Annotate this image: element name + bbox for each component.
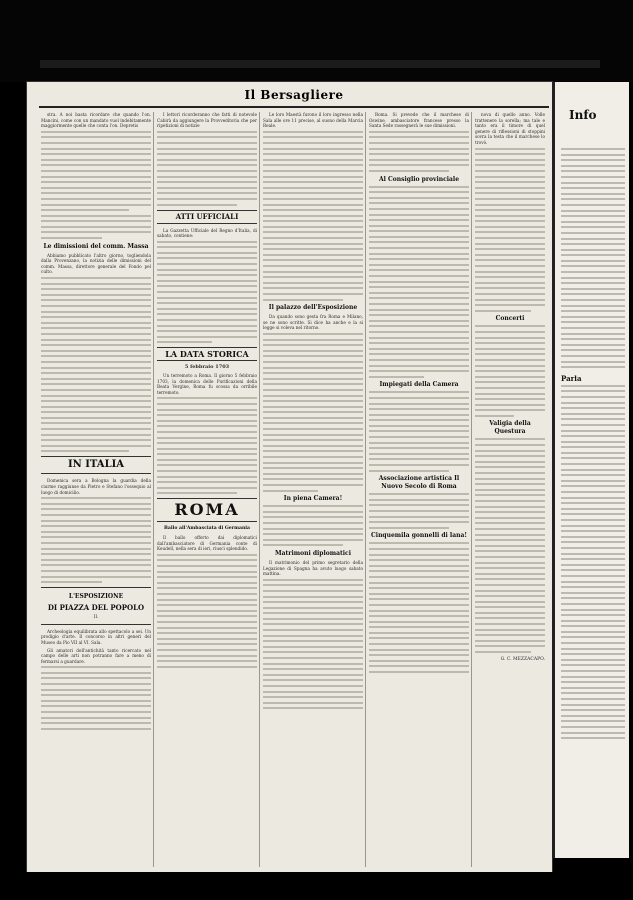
article-summary: Archeologia equilibrata allo spettacolo a sei. Un prodigio d'arte. Il concorso in altri generi del Museo da Pio VII al VI. Sala.	[41, 628, 151, 645]
section-title: Al Consiglio provinciale	[378, 175, 460, 183]
adjacent-page-text	[561, 146, 625, 743]
text-lines	[263, 579, 363, 710]
adjacent-page	[552, 82, 629, 858]
column-3	[263, 112, 363, 867]
text-lines	[263, 333, 363, 492]
section-title: Le dimissioni del comm. Massa	[43, 242, 149, 250]
exhibition-title-line-2: DI PIAZZA DEL POPOLO	[47, 603, 145, 613]
article-text: I lettori ricorderanno che fatti di notevole Cabirà da aggiungere la Provveditoria che per ripetizioni di notizie	[157, 112, 257, 129]
text-lines	[369, 391, 469, 471]
section-title: Associazione artistica Il Nuovo Secolo di Roma	[378, 475, 460, 491]
section-title: Matrimoni diplomatici	[275, 549, 351, 557]
section-title: Il palazzo dell'Esposizione	[268, 304, 358, 312]
column-rule	[471, 112, 472, 867]
text-lines	[475, 148, 545, 312]
section-subtitle: Ballo all'Ambasciata di Germania	[163, 526, 251, 532]
section-title: Impiegati della Camera	[379, 381, 459, 389]
article-text: nova di quello anno. Volle trattenere la sorella; ma tale e tanto era il timore di quel genere di riflessioni di stoppini sovra la testa che il marchese lo trovò.	[475, 112, 545, 145]
article-text: Domenica sera a Bologna la guardia della ciurme raggiunse da Pietro e Stefano l'ossequio al luogo di domicilio.	[41, 478, 151, 495]
column-5	[475, 112, 545, 867]
top-background	[0, 0, 633, 82]
article-text: Abbiamo pubblicato l'altro giorno, togliendola dalla Provenzano, la notizia delle dimissioni del comm. Massa, direttore generale del Fondo pel culto.	[41, 252, 151, 275]
text-lines	[369, 186, 469, 378]
text-lines	[157, 397, 257, 494]
article-text: Da quando sono gesta fra Roma e Milano, se ne sono scritte. Si dice ha anche e la si legge si voleva nel ritorno.	[263, 314, 363, 331]
section-title: Concerti	[495, 315, 525, 323]
text-lines	[157, 241, 257, 344]
section-title: ATTI UFFICIALI	[157, 210, 257, 224]
newspaper-page	[27, 82, 552, 872]
author-signature: G. C. MEZZACAPO.	[500, 657, 545, 663]
section-title: ROMA	[157, 498, 257, 522]
text-lines	[369, 542, 469, 673]
exhibition-title-line-1: L'ESPOSIZIONE	[68, 593, 124, 601]
column-rule	[259, 112, 260, 867]
column-rule	[153, 112, 154, 867]
article-text: Un terremoto a Roma. Il giorno 5 febbraio 1703, la domenica delle Purificazioni della Beata Vergine, Roma fu scossa da orribile terremoto.	[157, 372, 257, 395]
section-title: LA DATA STORICA	[157, 347, 257, 361]
section-title: Cinquemila gonnelli di lana!	[371, 532, 467, 540]
text-lines	[263, 505, 363, 546]
column-1	[41, 112, 151, 867]
text-lines	[41, 497, 151, 583]
text-lines	[369, 493, 469, 529]
text-lines	[41, 666, 151, 730]
text-lines	[561, 148, 625, 368]
adjacent-section-title: Parla	[561, 374, 582, 384]
column-4	[369, 112, 469, 867]
bottom-background	[0, 872, 633, 900]
text-lines	[561, 385, 625, 739]
article-text: Le loro Maestà furono il loro ingresso nella Sala alle ore 11 precise, al suono della Marcia Reale.	[263, 112, 363, 129]
section-title: In piena Camera!	[283, 495, 343, 503]
section-title: IN ITALIA	[41, 456, 151, 474]
column-2	[157, 112, 257, 867]
article-text: stra. A noi basta ricordare che quando l'on. Mancini, come con un mandato vuol indebitamente maggiormente quelle che conta l'on. Depretis	[41, 112, 151, 129]
article-text: Roma. Si prevede che il marchese di Oswine, ambasciatore francese presso la Santa Sede rassegnerà le sue dimissioni.	[369, 112, 469, 129]
article-text: La Gazzetta Ufficiale del Regno d'Italia, di sabato, contiene:	[157, 227, 257, 239]
historical-date: 5 febbraio 1703	[184, 364, 230, 371]
text-lines	[157, 554, 257, 668]
text-lines	[475, 438, 545, 653]
exhibition-heading	[41, 587, 151, 625]
article-text: Il ballo offerto dai diplomatici dall'ambasciatore di Germania conte di Keudell, nella sera di ieri, riuscì splendido.	[157, 535, 257, 552]
text-lines	[369, 131, 469, 172]
text-lines	[263, 131, 363, 301]
text-lines	[41, 131, 151, 239]
article-text: Il matrimonio del primo segretario della Legazione di Spagna ha avuto luogo sabato mattina.	[263, 559, 363, 577]
text-lines	[41, 277, 151, 452]
column-rule	[365, 112, 366, 867]
adjacent-page-heading: Info	[569, 108, 597, 122]
text-lines	[157, 131, 257, 206]
exhibition-part-number: II.	[93, 614, 99, 620]
masthead-ornament-right	[501, 88, 541, 98]
text-lines	[475, 325, 545, 417]
article-text: Gli amatori dell'antichità tanto ricercato nel campo delle arti non potranno fare a meno di fermarsi a guardare.	[41, 647, 151, 664]
masthead	[39, 84, 549, 108]
section-title: Valigia della Questura	[489, 420, 531, 436]
newspaper-title: Il Bersagliere	[244, 88, 344, 102]
